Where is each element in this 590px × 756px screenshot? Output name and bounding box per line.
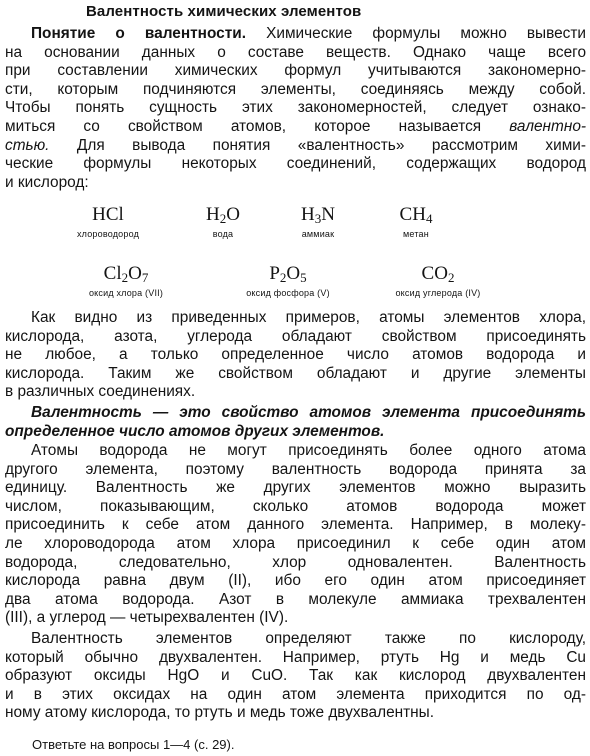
text-line: кислорода равна двум (II), ибо его один атом присоединяет [5,572,586,590]
text-line: другого элемента, поэтому валентность водорода принята за [5,460,586,478]
term-valence-end: стью. [5,136,50,154]
formula-ch4: $CH_4$ метан [399,204,433,239]
paragraph-hydrogen-valence [5,442,586,628]
text-line: сти, которым подчиняются элементы, соединяясь между собой. [5,80,586,98]
formula-p2o5: $P_2O_5$ оксид фосфора (V) [246,263,330,298]
formula-h2o: $H_2O$ вода [206,204,240,239]
text-line: определенное число атомов других элементов. [5,422,385,440]
text-line: при составлении химических формул учитываются закономерно- [5,62,586,80]
section-heading: Понятие о валентности. [31,25,247,42]
text-line: который обычно двухвалентен. Например, ртуть Hg и медь Cu [5,648,586,666]
text-line: ному атому кислорода, то ртуть и медь тоже двухвалентны. [5,704,435,722]
paragraph-oxygen-valence [5,630,586,723]
text-line: ле хлороводорода атом хлора присоединил к себе один атом [5,534,586,552]
formula-caption: хлороводород [76,229,140,239]
text-line: миться со свойством атомов, которое называется валентно- [5,117,586,135]
paragraph-examples [5,309,586,402]
formula-caption: оксид фосфора (V) [246,288,330,298]
text-line: Чтобы понять сущность этих закономерностей, следует ознако- [5,99,586,117]
text-line: в различных соединениях. [5,383,196,401]
formula-caption: оксид хлора (VII) [88,288,164,298]
text-line: Как видно из приведенных примеров, атомы элементов хлора, [31,309,586,326]
text-line: Валентность элементов определяют также по кислороду, [31,630,586,647]
term-valence: валентно- [509,117,586,135]
text-line: единицу. Валентность же другиx элементов можно выразить [5,479,586,497]
page-title: Валентность химических элементов [86,3,362,20]
text-line: Атомы водорода не могут присоединять более одного атома [31,442,586,459]
text-line: стью. Для вывода понятия «валентность» рассмотрим хими- [5,136,586,154]
text-line: и кислород: [5,173,89,191]
valence-definition [5,404,586,441]
formula-caption: метан [403,229,429,239]
text-line: не любое, а только определенное число атомов водорода и [5,346,586,364]
formula-h3n: $H_3N$ аммиак [301,204,335,239]
formula-caption: оксид углерода (IV) [395,288,481,298]
text-line: кислорода. Таким же свойством обладают и другие элементы [5,364,586,382]
text-line: образуют оксиды HgO и CuO. Так как кислород двухвалентен [5,667,586,685]
text-line: (III), а углерод — четырехвалентен (IV). [5,609,289,627]
text-line: на основании данных о составе веществ. Однако чаще всего [5,43,586,61]
formula-cl2o7: $Cl_2O_7$ оксид хлора (VII) [88,263,164,298]
formula-co2: $CO_2$ оксид углерода (IV) [395,263,481,298]
formula-caption: вода [212,229,234,239]
text-line: числом, показывающим, сколько атомов водорода может [5,497,586,515]
text-line: и в этих оксидах на один атом элемента приходится по од- [5,685,586,703]
intro-paragraph [5,25,586,192]
text-line: кислорода, азота, углерода обладают свойством присоединять [5,327,586,345]
text-line: присоединить к себе атом данного элемента. Например, в молеку- [5,516,586,534]
text-line: ческие формулы некоторых соединений, содержащих водород [5,155,586,173]
text-line: Понятие о валентности. Химические формулы можно вывести [31,25,586,42]
text-line: водорода, следовательно, хлор одновалентен. Валентность [5,553,586,571]
formula-caption: аммиак [301,229,335,239]
formula-hcl: HCl хлороводород [76,204,140,239]
text-line: Валентность — это свойство атомов элемента присоединять [31,404,586,421]
text-line: два атома водорода. Азот в молекуле аммиака трехвалентен [5,590,586,608]
questions-reference: Ответьте на вопросы 1—4 (с. 29). [32,737,235,752]
